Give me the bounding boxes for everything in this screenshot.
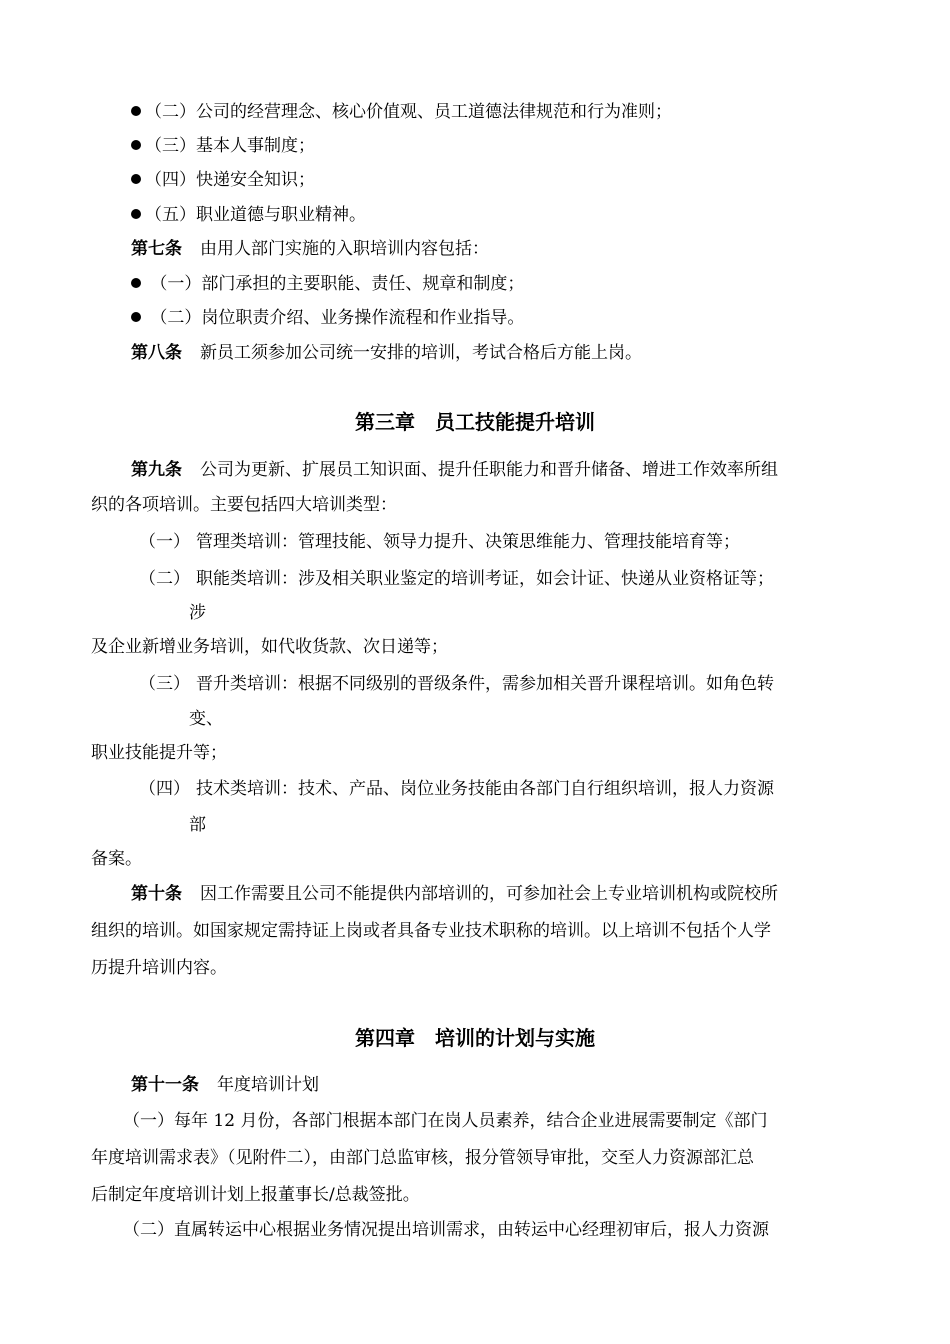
bullet-text: （五）职业道德与职业精神。 [145, 205, 366, 225]
bullet-item [131, 100, 672, 124]
article-text: 历提升培训内容。 [91, 958, 227, 978]
item-text: 职能类培训：涉及相关职业鉴定的培训考证，如会计证、快递从业资格证等； [196, 569, 774, 589]
article-11 [131, 1073, 319, 1097]
item-number: （四） [139, 779, 190, 799]
bullet-item [131, 306, 524, 330]
item-continuation: 备案。 [91, 849, 142, 869]
article-text: 织的各项培训。主要包括四大培训类型： [91, 495, 397, 515]
item-number: （一） [139, 532, 190, 552]
list-item [139, 672, 774, 696]
article-text: 因工作需要且公司不能提供内部培训的，可参加社会上专业培训机构或院校所 [200, 884, 778, 904]
bullet-icon [131, 174, 141, 184]
article-9 [131, 458, 778, 482]
article-text: 年度培训计划 [217, 1075, 319, 1095]
bullet-item [131, 168, 315, 192]
article-label: 第十一条 [131, 1075, 199, 1095]
item-number: （三） [139, 674, 190, 694]
item-continuation: 及企业新增业务培训，如代收货款、次日递等； [91, 637, 448, 657]
item-wrap: 涉 [189, 603, 206, 623]
article-text: 组织的培训。如国家规定需持证上岗或者具备专业技术职称的培训。以上培训不包括个人学 [91, 921, 771, 941]
bullet-text: （三）基本人事制度； [145, 136, 315, 156]
item-text: 管理类培训：管理技能、领导力提升、决策思维能力、管理技能培育等； [196, 532, 740, 552]
bullet-icon [131, 278, 141, 288]
item-number: （二） [139, 569, 190, 589]
article-8 [131, 341, 642, 365]
bullet-item [131, 203, 366, 227]
article-label: 第十条 [131, 884, 182, 904]
article-text: 新员工须参加公司统一安排的培训，考试合格后方能上岗。 [200, 343, 642, 363]
bullet-icon [131, 106, 141, 116]
paragraph-line: （一）每年 12 月份，各部门根据本部门在岗人员素养，结合企业进展需要制定《部门 [123, 1111, 768, 1131]
bullet-item [131, 272, 524, 296]
article-text: 由用人部门实施的入职培训内容包括： [200, 239, 489, 259]
bullet-text: （一）部门承担的主要职能、责任、规章和制度； [145, 274, 525, 294]
article-label: 第七条 [131, 239, 182, 259]
article-10 [131, 882, 778, 906]
paragraph-line: （二）直属转运中心根据业务情况提出培训需求，由转运中心经理初审后，报人力资源 [123, 1220, 769, 1240]
article-7 [131, 237, 489, 261]
article-label: 第九条 [131, 460, 182, 480]
article-label: 第八条 [131, 343, 182, 363]
list-item [139, 530, 740, 554]
bullet-icon [131, 140, 141, 150]
bullet-icon [131, 209, 141, 219]
list-item [139, 777, 774, 801]
bullet-text: （二）公司的经营理念、核心价值观、员工道德法律规范和行为准则； [145, 102, 672, 122]
item-text: 晋升类培训：根据不同级别的晋级条件，需参加相关晋升课程培训。如角色转 [196, 674, 774, 694]
paragraph-line: 年度培训需求表》（见附件二），由部门总监审核，报分管领导审批，交至人力资源部汇总 [91, 1148, 754, 1168]
item-wrap: 部 [189, 815, 206, 835]
item-continuation: 职业技能提升等； [91, 743, 227, 763]
bullet-text: （二）岗位职责介绍、业务操作流程和作业指导。 [145, 308, 525, 328]
paragraph-line: 后制定年度培训计划上报董事长/总裁签批。 [91, 1185, 420, 1205]
bullet-item [131, 134, 315, 158]
list-item [139, 567, 774, 591]
chapter-heading: 第三章 员工技能提升培训 [355, 410, 595, 434]
item-wrap: 变、 [189, 709, 223, 729]
bullet-icon [131, 312, 141, 322]
item-text: 技术类培训：技术、产品、岗位业务技能由各部门自行组织培训，报人力资源 [196, 779, 774, 799]
article-text: 公司为更新、扩展员工知识面、提升任职能力和晋升储备、增进工作效率所组 [200, 460, 778, 480]
chapter-heading: 第四章 培训的计划与实施 [355, 1026, 595, 1050]
bullet-text: （四）快递安全知识； [145, 170, 315, 190]
